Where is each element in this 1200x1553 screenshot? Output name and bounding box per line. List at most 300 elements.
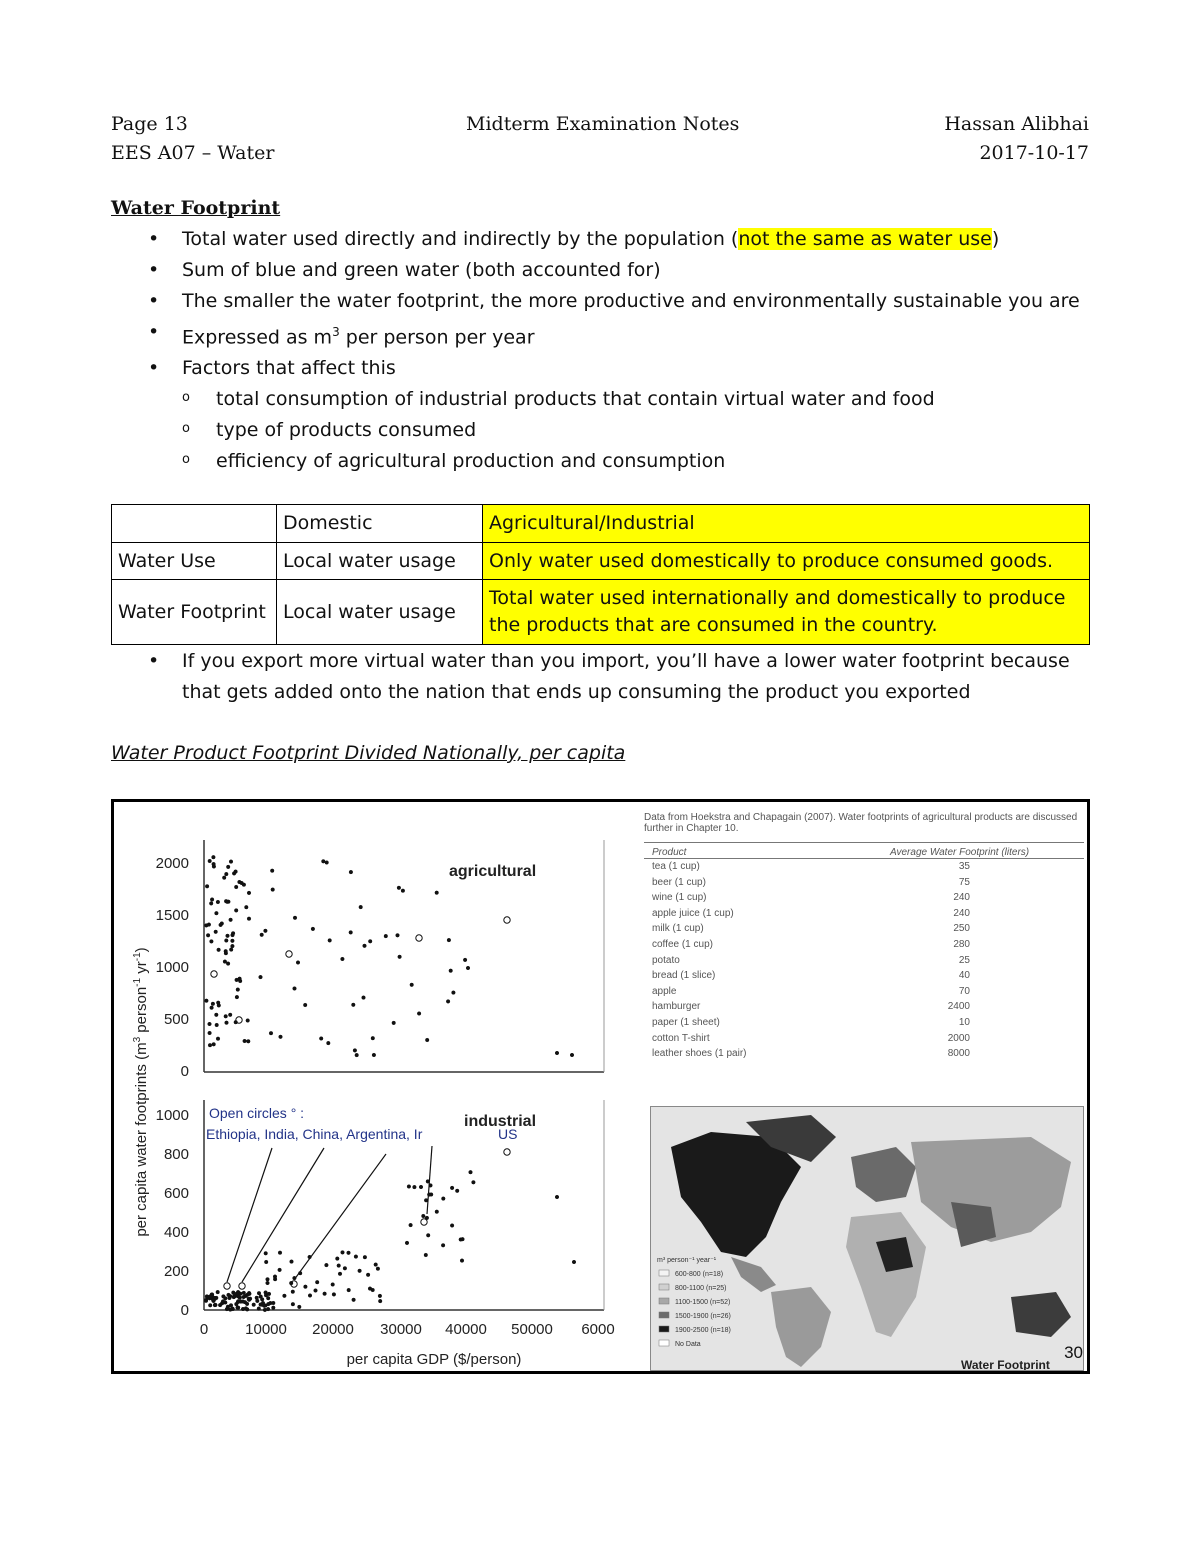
- footprint-value: 40: [958, 970, 970, 982]
- scatter-point: [413, 1185, 417, 1189]
- scatter-point: [238, 977, 242, 981]
- map-caption: Water Footprint: [961, 1358, 1050, 1370]
- scatter-point: [269, 1031, 273, 1035]
- scatter-point: [331, 1283, 335, 1287]
- product-name: cotton T-shirt: [652, 1032, 710, 1044]
- scatter-point: [425, 1038, 429, 1042]
- scatter-point: [206, 934, 210, 938]
- scatter-point: [225, 939, 229, 943]
- scatter-point: [217, 948, 221, 952]
- scatter-point: [272, 1306, 276, 1310]
- tick-label: 2000: [155, 855, 189, 872]
- scatter-point: [337, 1264, 341, 1268]
- scatter-point: [229, 860, 233, 864]
- scatter-point: [246, 1019, 250, 1023]
- scatter-point: [429, 1184, 433, 1188]
- scatter-plots: [114, 802, 624, 1371]
- bullet-list: [148, 224, 1108, 477]
- scatter-point: [264, 1293, 268, 1297]
- open-circle-point: [224, 1283, 230, 1289]
- scatter-point: [298, 1305, 302, 1309]
- tick-label: 0: [199, 1321, 209, 1338]
- scatter-point: [338, 1272, 342, 1276]
- scatter-point: [460, 1259, 464, 1263]
- scatter-point: [363, 1255, 367, 1259]
- figure-heading: Water Product Footprint Divided Nationally, per capita: [111, 742, 626, 764]
- list-item: • Total water used directly and indirectly by the population (not the same as water use): [148, 228, 1000, 250]
- scatter-point: [450, 1224, 454, 1228]
- page-number: Page 13: [111, 113, 188, 135]
- list-item-continuation: that gets added onto the nation that ends up consuming the product you exported: [182, 681, 971, 703]
- scatter-point: [235, 995, 239, 999]
- svg-text:m³ person⁻¹ year⁻¹: m³ person⁻¹ year⁻¹: [657, 1257, 717, 1264]
- list-item: • Expressed as $m^3$ per person per year: [148, 321, 535, 349]
- scatter-point: [231, 932, 235, 936]
- list-item: • If you export more virtual water than you import, you’ll have a lower water footprint because: [148, 650, 1070, 672]
- highlighted-text: not the same as water use: [738, 228, 992, 250]
- scatter-point: [405, 1241, 409, 1245]
- scatter-point: [222, 876, 226, 880]
- scatter-point: [290, 1260, 294, 1264]
- tick-label: 500: [163, 1011, 189, 1028]
- y-axis-label: per capita water footprints ($m^3$ person$^{-1}$ $yr^{-1}$): [132, 947, 150, 1237]
- tick-label: 30000: [380, 1321, 422, 1338]
- scatter-point: [231, 944, 235, 948]
- scatter-point: [353, 1049, 357, 1053]
- sub-list-item: o type of products consumed: [182, 419, 477, 442]
- list-item: • The smaller the water footprint, the more productive and environmentally sustainable you are: [148, 290, 1080, 312]
- open-circle-point: [504, 917, 510, 923]
- scatter-point: [232, 1295, 236, 1299]
- tick-label: 200: [163, 1263, 189, 1280]
- scatter-point: [226, 865, 230, 869]
- tick-label: 10000: [245, 1321, 287, 1338]
- scatter-point: [208, 1031, 212, 1035]
- scatter-point: [368, 1287, 372, 1291]
- table-header: Product Average Water Footprint (liters): [644, 842, 1084, 858]
- scatter-point: [424, 1199, 428, 1203]
- scatter-point: [264, 929, 268, 933]
- product-name: wine (1 cup): [652, 892, 707, 904]
- scatter-point: [278, 1268, 282, 1272]
- scatter-point: [208, 1022, 212, 1026]
- scatter-point: [225, 1021, 229, 1025]
- scatter-point: [555, 1051, 559, 1055]
- scatter-point: [396, 934, 400, 938]
- product-name: coffee (1 cup): [652, 938, 713, 950]
- table-cell: Water Use: [112, 543, 277, 580]
- svg-text:600-800 (n=18): 600-800 (n=18): [675, 1271, 724, 1278]
- scatter-point: [236, 1300, 240, 1304]
- x-axis-label: per capita GDP ($/person): [346, 1351, 522, 1368]
- svg-text:1500-1900 (n=26): 1500-1900 (n=26): [675, 1313, 731, 1320]
- scatter-point: [228, 1296, 232, 1300]
- scatter-point: [407, 1185, 411, 1189]
- table-row: [112, 543, 1090, 580]
- scatter-point: [315, 1280, 319, 1284]
- scatter-point: [236, 1290, 240, 1294]
- scatter-point: [463, 958, 467, 962]
- table-row: [644, 1048, 1084, 1064]
- scatter-point: [343, 1267, 347, 1271]
- product-footprint-table: [644, 812, 1084, 1097]
- scatter-point: [327, 1041, 331, 1045]
- scatter-point: [225, 872, 229, 876]
- scatter-point: [298, 1271, 302, 1275]
- scatter-point: [417, 1012, 421, 1016]
- scatter-point: [225, 900, 229, 904]
- scatter-point: [314, 1289, 318, 1293]
- scatter-point: [319, 1037, 323, 1041]
- tick-label: 20000: [312, 1321, 354, 1338]
- table-row: [644, 923, 1084, 939]
- scatter-points-industrial: [204, 1149, 576, 1312]
- legend-note: Open circles ° :: [209, 1105, 305, 1121]
- table-row: [644, 877, 1084, 893]
- scatter-point: [397, 886, 401, 890]
- footprint-value: 25: [958, 954, 970, 966]
- open-circle-point: [236, 1017, 242, 1023]
- table-row: [644, 1001, 1084, 1017]
- table-row: [644, 986, 1084, 1002]
- scatter-point: [247, 891, 251, 895]
- sub-list-item: o efficiency of agricultural production and consumption: [182, 450, 726, 473]
- scatter-point: [279, 1035, 283, 1039]
- scatter-point: [303, 1003, 307, 1007]
- scatter-point: [229, 1304, 233, 1308]
- scatter-point: [449, 969, 453, 973]
- scatter-point: [424, 1253, 428, 1257]
- scatter-point: [231, 939, 235, 943]
- scatter-point: [266, 1278, 270, 1282]
- scatter-point: [283, 1294, 287, 1298]
- scatter-point: [322, 860, 326, 864]
- scatter-point: [210, 1006, 214, 1010]
- scatter-point: [455, 1189, 459, 1193]
- product-name: hamburger: [652, 1001, 701, 1013]
- scatter-point: [215, 1023, 219, 1027]
- product-name: apple: [652, 985, 677, 997]
- product-name: apple juice (1 cup): [652, 907, 734, 919]
- scatter-point: [224, 1015, 228, 1019]
- open-circle-point: [286, 951, 292, 957]
- scatter-point: [347, 1251, 351, 1255]
- scatter-point: [210, 898, 214, 902]
- table-row: [644, 939, 1084, 955]
- tick-label: 40000: [445, 1321, 487, 1338]
- scatter-point: [392, 1021, 396, 1025]
- scatter-point: [572, 1260, 576, 1264]
- scatter-point: [266, 1281, 270, 1285]
- scatter-point: [355, 1053, 359, 1057]
- footprint-value: 2000: [947, 1032, 970, 1044]
- scatter-point: [452, 991, 456, 995]
- open-circle-point: [211, 971, 217, 977]
- section-title: Water Footprint: [111, 197, 281, 219]
- tick-label: 800: [163, 1146, 189, 1163]
- scatter-point: [469, 1170, 473, 1174]
- source-note: Data from Hoekstra and Chapagain (2007). Water footprints of agricultural products are discussed: [644, 812, 1078, 823]
- scatter-point: [384, 934, 388, 938]
- product-name: paper (1 sheet): [652, 1016, 720, 1028]
- scatter-point: [293, 987, 297, 991]
- scatter-point: [376, 1267, 380, 1271]
- tick-label: 6000: [581, 1321, 615, 1338]
- scatter-point: [363, 944, 367, 948]
- table-row: [112, 580, 1090, 645]
- world-map: [650, 1106, 1084, 1371]
- scatter-point: [325, 1263, 329, 1267]
- svg-text:No Data: No Data: [675, 1341, 701, 1348]
- scatter-point: [461, 1237, 465, 1241]
- tick-label: 1500: [155, 907, 189, 924]
- scatter-point: [260, 933, 264, 937]
- scatter-point: [304, 1285, 308, 1289]
- scatter-point: [210, 940, 214, 944]
- scatter-point: [212, 1043, 216, 1047]
- scatter-point: [359, 905, 363, 909]
- scatter-point: [259, 1295, 263, 1299]
- scatter-point: [323, 1292, 327, 1296]
- product-name: leather shoes (1 pair): [652, 1048, 747, 1060]
- scatter-point: [341, 957, 345, 961]
- tick-label: 0: [180, 1302, 189, 1319]
- scatter-point: [212, 862, 216, 866]
- scatter-point: [216, 900, 220, 904]
- scatter-point: [271, 888, 275, 892]
- scatter-point: [223, 960, 227, 964]
- scatter-point: [555, 1195, 559, 1199]
- open-circle-point: [504, 1149, 510, 1155]
- scatter-point: [435, 1210, 439, 1214]
- panel-label: industrial: [464, 1113, 537, 1130]
- scatter-point: [398, 955, 402, 959]
- scatter-point: [221, 1300, 225, 1304]
- scatter-point: [291, 1302, 295, 1306]
- comparison-table: [111, 504, 1090, 645]
- scatter-point: [293, 916, 297, 920]
- scatter-point: [207, 923, 211, 927]
- arrows: [227, 1146, 432, 1282]
- scatter-point: [224, 949, 228, 953]
- scatter-point: [422, 1214, 426, 1218]
- scatter-point: [291, 1290, 295, 1294]
- scatter-point: [241, 1307, 245, 1311]
- table-row: [644, 1033, 1084, 1049]
- footprint-value: 280: [953, 938, 970, 950]
- scatter-point: [210, 1293, 214, 1297]
- scatter-point: [570, 1053, 574, 1057]
- scatter-point: [208, 1043, 212, 1047]
- scatter-point: [236, 1306, 240, 1310]
- source-note: further in Chapter 10.: [644, 823, 739, 834]
- scatter-point: [211, 1002, 215, 1006]
- scatter-point: [409, 1223, 413, 1227]
- scatter-point: [278, 1251, 282, 1255]
- scatter-point: [247, 1298, 251, 1302]
- scatter-point: [245, 905, 249, 909]
- scatter-point: [296, 961, 300, 965]
- scatter-point: [215, 911, 219, 915]
- scatter-point: [247, 917, 251, 921]
- scatter-point: [372, 1053, 376, 1057]
- table-cell: Domestic: [277, 505, 483, 543]
- course-name: EES A07 – Water: [111, 142, 275, 164]
- document-title: Midterm Examination Notes: [466, 113, 740, 135]
- scatter-point: [218, 1303, 222, 1307]
- sub-bullet-list: [182, 384, 1108, 477]
- tick-label: 600: [163, 1185, 189, 1202]
- table-header-row: [112, 505, 1090, 543]
- scatter-point: [211, 1298, 215, 1302]
- footprint-value: 240: [953, 907, 970, 919]
- product-rows: [644, 858, 1084, 1064]
- scatter-point: [374, 1263, 378, 1267]
- footprint-value: 75: [958, 876, 970, 888]
- author-name: Hassan Alibhai: [944, 113, 1089, 135]
- scatter-point: [435, 891, 439, 895]
- scatter-point: [308, 1294, 312, 1298]
- open-circle-point: [416, 935, 422, 941]
- scatter-point: [466, 966, 470, 970]
- scatter-point: [401, 889, 405, 893]
- scatter-point: [272, 1301, 276, 1305]
- scatter-point: [214, 930, 218, 934]
- scatter-point: [257, 1291, 261, 1295]
- scatter-point: [216, 1290, 220, 1294]
- scatter-point: [311, 927, 315, 931]
- svg-text:1100-1500 (n=52): 1100-1500 (n=52): [675, 1299, 731, 1306]
- scatter-point: [226, 934, 230, 938]
- scatter-point: [325, 861, 329, 865]
- map-graphic: [651, 1107, 1083, 1370]
- scatter-point: [216, 1001, 220, 1005]
- table-row: [644, 1017, 1084, 1033]
- scatter-point: [472, 1181, 476, 1185]
- scatter-point: [259, 975, 263, 979]
- tick-label: 400: [163, 1224, 189, 1241]
- scatter-point: [209, 902, 213, 906]
- scatter-point: [293, 1276, 297, 1280]
- scatter-point: [246, 1293, 250, 1297]
- scatter-point: [255, 1296, 259, 1300]
- scatter-point: [267, 1302, 271, 1306]
- scatter-point: [358, 1269, 362, 1273]
- scatter-point: [441, 1244, 445, 1248]
- slide-number: 30: [1064, 1343, 1083, 1362]
- scatter-point: [216, 1037, 220, 1041]
- footprint-value: 240: [953, 892, 970, 904]
- scatter-point: [234, 885, 238, 889]
- scatter-point: [349, 870, 353, 874]
- scatter-point: [212, 855, 216, 859]
- scatter-point: [366, 1273, 370, 1277]
- scatter-point: [336, 1257, 340, 1261]
- scatter-point: [245, 1302, 249, 1306]
- table-cell: Water Footprint: [112, 580, 277, 645]
- scatter-point: [215, 1013, 219, 1017]
- scatter-point: [264, 1252, 268, 1256]
- footprint-value: 70: [958, 985, 970, 997]
- table-row: [644, 892, 1084, 908]
- list-item: • Sum of blue and green water (both accounted for): [148, 259, 661, 281]
- product-name: bread (1 slice): [652, 970, 716, 982]
- scatter-point: [442, 1197, 446, 1201]
- panel-label: agricultural: [449, 863, 537, 880]
- table-row: [644, 908, 1084, 924]
- footprint-value: 250: [953, 923, 970, 935]
- scatter-point: [213, 1303, 217, 1307]
- scatter-point: [228, 1013, 232, 1017]
- product-name: potato: [652, 954, 680, 966]
- scatter-point: [240, 881, 244, 885]
- legend-note: Ethiopia, India, China, Argentina, Ir: [206, 1126, 423, 1142]
- svg-text:800-1100 (n=25): 800-1100 (n=25): [675, 1285, 727, 1292]
- tick-label: 0: [180, 1063, 189, 1080]
- legend-note: US: [498, 1126, 518, 1142]
- scatter-point: [332, 1293, 336, 1297]
- scatter-point: [257, 1307, 261, 1311]
- table-row: [644, 955, 1084, 971]
- scatter-point: [450, 1186, 454, 1190]
- scatter-point: [222, 1295, 226, 1299]
- scatter-point: [208, 1304, 212, 1308]
- product-name: tea (1 cup): [652, 861, 700, 872]
- scatter-point: [341, 1251, 345, 1255]
- slide-figure: [111, 799, 1090, 1374]
- scatter-point: [219, 923, 223, 927]
- footprint-value: 2400: [947, 1001, 970, 1013]
- scatter-point: [427, 1193, 431, 1197]
- sub-list-item: o total consumption of industrial products that contain virtual water and food: [182, 388, 935, 411]
- scatter-point: [378, 1299, 382, 1303]
- scatter-point: [229, 948, 233, 952]
- scatter-point: [270, 869, 274, 873]
- scatter-point: [226, 962, 230, 966]
- scatter-point: [259, 1303, 263, 1307]
- scatter-point: [371, 1036, 375, 1040]
- table-cell: Only water used domestically to produce consumed goods.: [483, 543, 1090, 580]
- scatter-point: [208, 859, 212, 863]
- scatter-point: [229, 918, 233, 922]
- scatter-point: [352, 1003, 356, 1007]
- tick-label: 50000: [511, 1321, 553, 1338]
- document-date: 2017-10-17: [979, 142, 1089, 164]
- scatter-point: [352, 1298, 356, 1302]
- scatter-point: [263, 1304, 267, 1308]
- table-row: [644, 970, 1084, 986]
- scatter-point: [252, 1303, 256, 1307]
- product-name: milk (1 cup): [652, 923, 704, 935]
- scatter-point: [263, 1308, 267, 1312]
- table-cell: Local water usage: [277, 580, 483, 645]
- open-circle-point: [421, 1219, 427, 1225]
- table-cell: Agricultural/Industrial: [483, 505, 1090, 543]
- scatter-point: [426, 1180, 430, 1184]
- scatter-point: [426, 1234, 430, 1238]
- table-cell: [112, 505, 277, 543]
- table-cell: Local water usage: [277, 543, 483, 580]
- scatter-point: [247, 1040, 251, 1044]
- scatter-point: [264, 1260, 268, 1264]
- scatter-point: [447, 938, 451, 942]
- tick-label: 1000: [155, 959, 189, 976]
- footprint-value: 35: [958, 861, 970, 872]
- scatter-point: [446, 1000, 450, 1004]
- scatter-point: [273, 1277, 277, 1281]
- scatter-point: [354, 1255, 358, 1259]
- footprint-value: 10: [958, 1016, 970, 1028]
